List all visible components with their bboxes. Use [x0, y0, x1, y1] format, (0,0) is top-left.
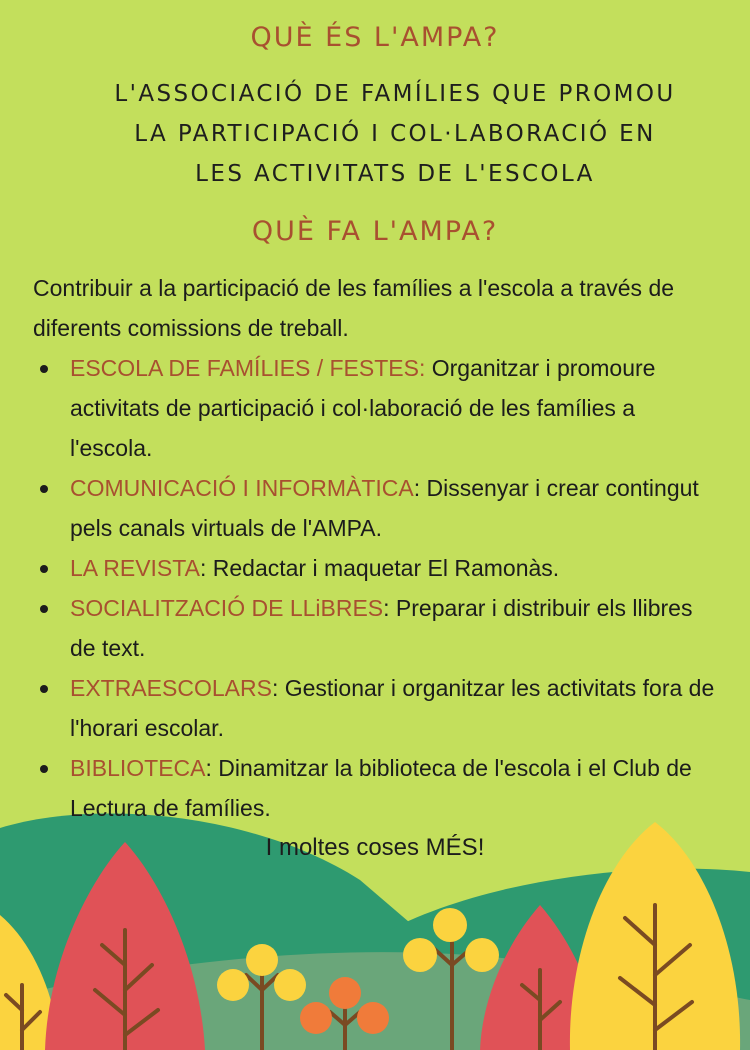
commission-name: BIBLIOTECA: [70, 755, 206, 781]
commission-description: : Dissenyar i crear contingut pels canals virtuals de l'AMPA.: [70, 475, 699, 541]
commission-name: EXTRAESCOLARS: [70, 675, 272, 701]
commission-name: LA REVISTA: [70, 555, 200, 581]
ampa-definition: [40, 74, 750, 194]
definition-line: LES ACTIVITATS DE L'ESCOLA: [195, 161, 595, 187]
closing-line: I moltes coses MÉS!: [265, 834, 485, 861]
commission-name: SOCIALITZACIÓ DE LLiBRES: [70, 595, 384, 621]
list-item: [33, 548, 723, 588]
commissions-list: [33, 348, 723, 828]
definition-line: L'ASSOCIACIÓ DE FAMÍLIES QUE PROMOU: [114, 81, 676, 107]
commission-description: Organitzar i promoure activitats de participació i col·laboració de les famílies a l'escola.: [70, 355, 656, 461]
definition-line: LA PARTICIPACIÓ I COL·LABORACIÓ EN: [134, 121, 656, 147]
commission-description: : Redactar i maquetar El Ramonàs.: [199, 555, 560, 581]
list-item: [33, 748, 723, 828]
list-item: [33, 348, 723, 468]
list-item: [33, 668, 723, 748]
heading-what-is-ampa: QUÈ ÉS L'AMPA?: [250, 22, 500, 53]
commission-name: ESCOLA DE FAMÍLIES / FESTES:: [70, 355, 426, 381]
intro-paragraph: Contribuir a la participació de les famílies a l'escola a través de diferents comissions de treball.: [33, 275, 675, 341]
list-item: [33, 468, 723, 548]
commission-description: : Preparar i distribuir els llibres de text.: [70, 595, 693, 661]
commission-description: : Dinamitzar la biblioteca de l'escola i el Club de Lectura de famílies.: [70, 755, 692, 821]
commission-description: : Gestionar i organitzar les activitats fora de l'horari escolar.: [70, 675, 715, 741]
list-item: [33, 588, 723, 668]
commission-name: COMUNICACIÓ I INFORMÀTICA: [70, 475, 414, 501]
heading-what-does-ampa-do: QUÈ FA L'AMPA?: [251, 216, 499, 247]
